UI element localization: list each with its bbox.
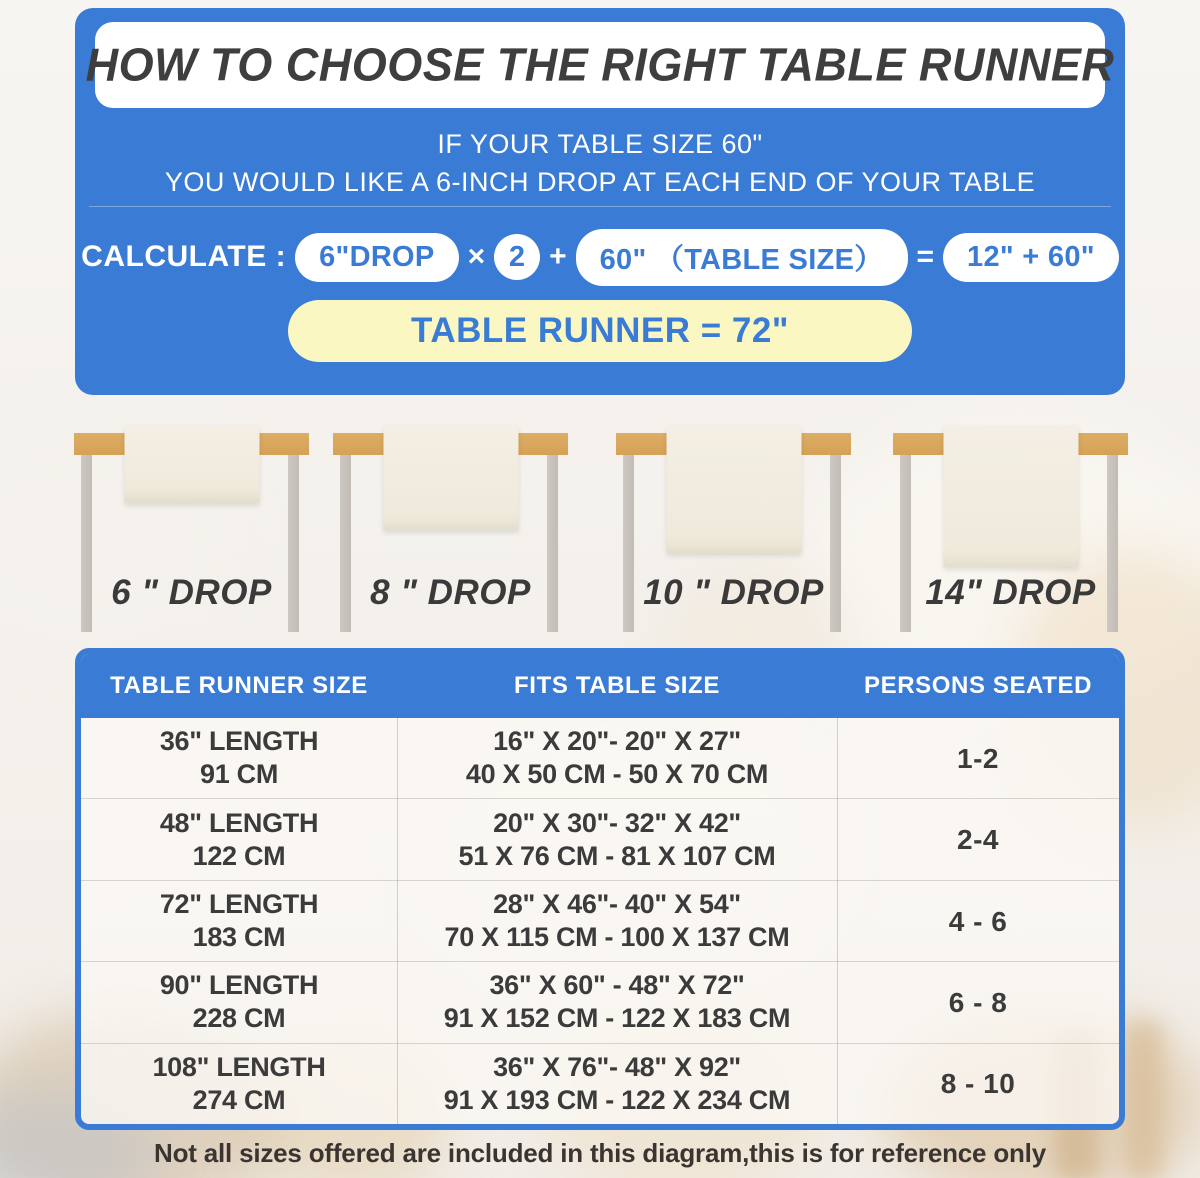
calculation-row xyxy=(75,232,1125,282)
table-diagram-6-inch xyxy=(74,425,309,637)
subtitle-line-1: IF YOUR TABLE SIZE 60" xyxy=(437,129,763,159)
fits-size-in: 16" X 20"- 20" X 27" xyxy=(493,726,741,757)
calculate-label: CALCULATE : xyxy=(81,240,287,273)
persons-seated: 8 - 10 xyxy=(940,1068,1016,1100)
runner-size-in: 48" LENGTH xyxy=(159,807,319,838)
fits-size-in: 36" X 60" - 48" X 72" xyxy=(489,970,745,1001)
table-row xyxy=(81,1043,1119,1124)
runner-size-in: 36" LENGTH xyxy=(159,726,319,757)
fits-size-in: 36" X 76"- 48" X 92" xyxy=(493,1051,741,1082)
subtitle-line-2: YOU WOULD LIKE A 6-INCH DROP AT EACH END OF YOUR TABLE xyxy=(164,167,1036,197)
persons-seated: 4 - 6 xyxy=(948,905,1008,937)
size-chart-body xyxy=(81,718,1119,1124)
title-banner xyxy=(85,22,1115,108)
fits-size-cm: 70 X 115 CM - 100 X 137 CM xyxy=(444,922,790,953)
persons-seated: 6 - 8 xyxy=(948,986,1008,1018)
table-row xyxy=(81,880,1119,961)
runner-size-in: 72" LENGTH xyxy=(159,889,319,920)
multiply-operator: × xyxy=(467,240,486,273)
plus-operator: + xyxy=(549,240,567,273)
runner-size-in: 108" LENGTH xyxy=(152,1051,326,1082)
table-row xyxy=(81,961,1119,1042)
table-row xyxy=(81,798,1119,879)
result-pill xyxy=(288,300,912,362)
drop-label: 10 " DROP xyxy=(643,573,824,612)
result-text: TABLE RUNNER = 72" xyxy=(411,311,789,350)
equals-operator: = xyxy=(916,240,935,273)
fits-size-cm: 51 X 76 CM - 81 X 107 CM xyxy=(458,840,776,871)
table-diagram-14-inch xyxy=(893,425,1128,637)
column-divider xyxy=(397,718,398,1124)
column-divider xyxy=(837,718,838,1124)
runner-size-cm: 91 CM xyxy=(199,759,279,790)
reference-footnote: Not all sizes offered are included in this diagram,this is for reference only xyxy=(154,1138,1046,1168)
runner-size-cm: 122 CM xyxy=(192,840,286,871)
table-runner-cloth xyxy=(124,425,259,503)
size-chart-header xyxy=(81,654,1119,718)
fits-size-cm: 40 X 50 CM - 50 X 70 CM xyxy=(465,759,769,790)
column-header-runner-size: TABLE RUNNER SIZE xyxy=(110,672,368,699)
runner-size-in: 90" LENGTH xyxy=(159,970,319,1001)
fits-size-cm: 91 X 193 CM - 122 X 234 CM xyxy=(443,1084,791,1115)
drop-label: 14" DROP xyxy=(925,573,1096,612)
table-runner-cloth xyxy=(943,425,1078,567)
size-chart-card xyxy=(75,648,1125,1130)
table-row xyxy=(81,718,1119,798)
fits-size-in: 20" X 30"- 32" X 42" xyxy=(493,807,741,838)
fits-size-in: 28" X 46"- 40" X 54" xyxy=(493,889,741,920)
page-title: HOW TO CHOOSE THE RIGHT TABLE RUNNER xyxy=(85,37,1115,91)
table-size-pill: 60" （TABLE SIZE） xyxy=(576,229,908,286)
table-runner-cloth xyxy=(383,425,518,530)
how-to-card xyxy=(75,8,1125,395)
persons-seated: 1-2 xyxy=(957,742,999,774)
persons-seated: 2-4 xyxy=(957,824,999,856)
drop-value-pill: 6"DROP xyxy=(295,233,458,282)
table-runner-cloth xyxy=(666,425,801,553)
divider-line xyxy=(89,206,1111,207)
runner-size-cm: 183 CM xyxy=(192,922,286,953)
column-header-persons: PERSONS SEATED xyxy=(864,672,1092,699)
drop-label: 6 " DROP xyxy=(111,573,272,612)
fits-size-cm: 91 X 152 CM - 122 X 183 CM xyxy=(443,1003,791,1034)
table-diagram-10-inch xyxy=(616,425,851,637)
sum-pill: 12" + 60" xyxy=(943,233,1119,282)
runner-size-cm: 274 CM xyxy=(192,1084,286,1115)
times-two-pill: 2 xyxy=(494,234,540,280)
drop-label: 8 " DROP xyxy=(370,573,531,612)
runner-size-cm: 228 CM xyxy=(192,1003,286,1034)
column-header-fits-size: FITS TABLE SIZE xyxy=(514,672,720,699)
table-diagram-8-inch xyxy=(333,425,568,637)
